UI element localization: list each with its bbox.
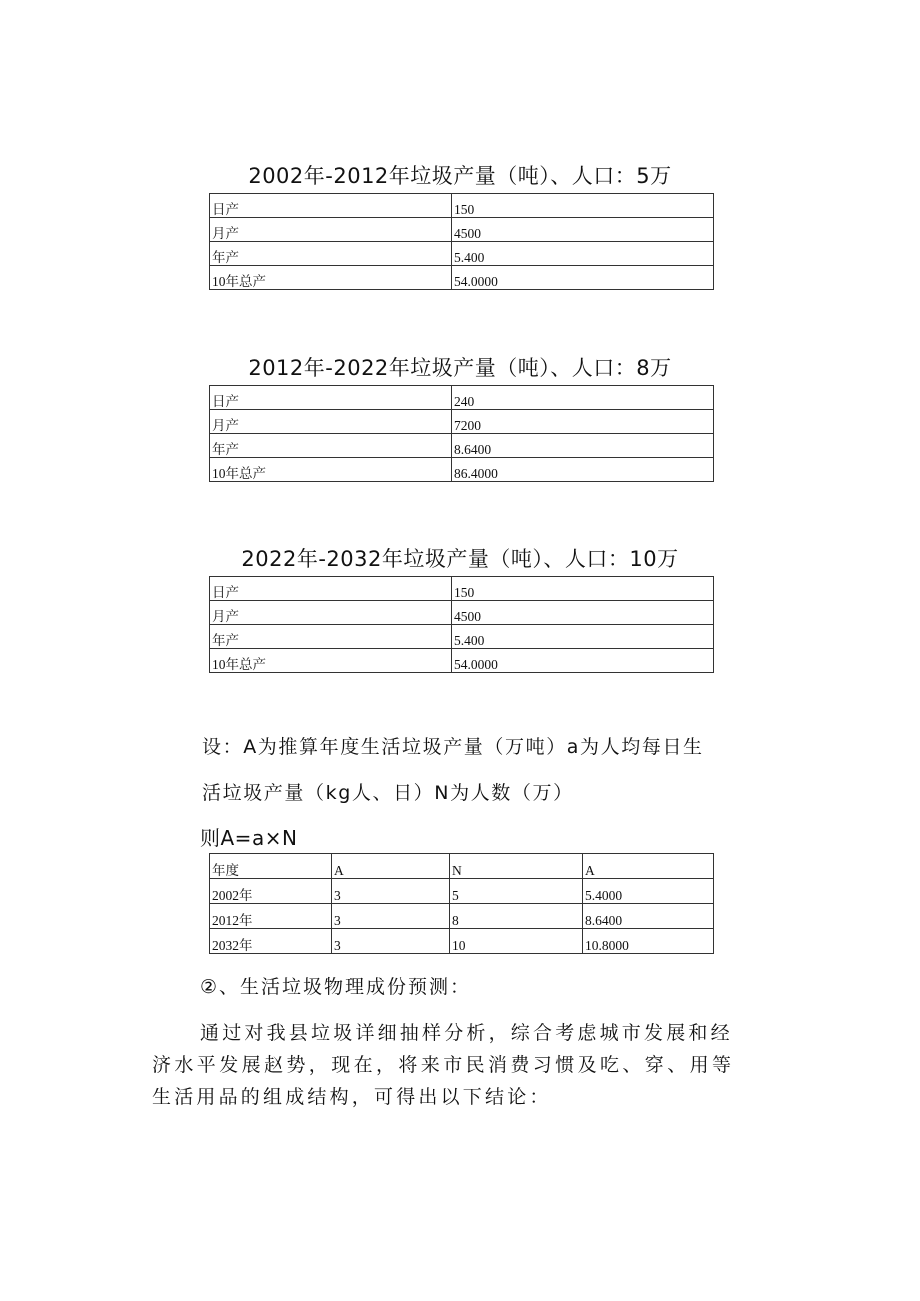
row-label: 月产 (210, 410, 452, 434)
cell-a: 3 (332, 879, 450, 904)
garbage-table-2002-2012 (209, 193, 714, 290)
cell-year: 2012年 (210, 904, 332, 929)
row-value: 5.400 (452, 625, 714, 649)
row-value: 240 (452, 386, 714, 410)
table-row (210, 458, 714, 482)
table-2-title: 2012年-2022年垃圾产量（吨）、人口：8万 (248, 356, 672, 380)
definition-line-1: 设：A为推算年度生活垃圾产量（万吨）a为人均每日生 (202, 736, 704, 758)
section-heading: ②、生活垃圾物理成份预测： (200, 976, 472, 998)
header-year: 年度 (210, 854, 332, 879)
cell-n: 10 (450, 929, 583, 954)
row-label: 月产 (210, 601, 452, 625)
cell-n: 8 (450, 904, 583, 929)
table-row (210, 879, 714, 904)
formula: 则A=a×N (200, 826, 298, 850)
row-value: 4500 (452, 218, 714, 242)
table-row (210, 904, 714, 929)
header-a-lower: A (332, 854, 450, 879)
table-row (210, 625, 714, 649)
body-line-2: 济水平发展赵势，现在，将来市民消费习惯及吃、穿、用等 (152, 1054, 735, 1076)
row-label: 年产 (210, 434, 452, 458)
table-row (210, 929, 714, 954)
table-1-title: 2002年-2012年垃圾产量（吨）、人口：5万 (248, 164, 672, 188)
row-value: 54.0000 (452, 649, 714, 673)
cell-year: 2032年 (210, 929, 332, 954)
cell-result: 5.4000 (583, 879, 714, 904)
table-header-row (210, 854, 714, 879)
definition-line-2: 活垃圾产量（kg人、日）N为人数（万） (202, 782, 574, 804)
row-label: 日产 (210, 577, 452, 601)
cell-result: 10.8000 (583, 929, 714, 954)
row-value: 86.4000 (452, 458, 714, 482)
row-value: 54.0000 (452, 266, 714, 290)
garbage-table-2022-2032 (209, 576, 714, 673)
table-row (210, 649, 714, 673)
cell-a: 3 (332, 929, 450, 954)
row-value: 5.400 (452, 242, 714, 266)
row-value: 4500 (452, 601, 714, 625)
body-line-1: 通过对我县垃圾详细抽样分析，综合考虑城市发展和经 (200, 1022, 733, 1044)
table-row (210, 386, 714, 410)
calculation-table (209, 853, 714, 954)
cell-year: 2002年 (210, 879, 332, 904)
table-row (210, 194, 714, 218)
row-label: 年产 (210, 625, 452, 649)
row-value: 150 (452, 194, 714, 218)
table-row (210, 266, 714, 290)
garbage-table-2012-2022 (209, 385, 714, 482)
row-label: 10年总产 (210, 649, 452, 673)
table-row (210, 410, 714, 434)
table-3-title: 2022年-2032年垃圾产量（吨）、人口：10万 (241, 547, 679, 571)
row-label: 年产 (210, 242, 452, 266)
cell-n: 5 (450, 879, 583, 904)
row-value: 7200 (452, 410, 714, 434)
body-line-3: 生活用品的组成结构，可得出以下结论： (152, 1086, 552, 1108)
header-a-result: A (583, 854, 714, 879)
row-label: 日产 (210, 194, 452, 218)
header-n: N (450, 854, 583, 879)
table-row (210, 577, 714, 601)
cell-result: 8.6400 (583, 904, 714, 929)
row-label: 10年总产 (210, 458, 452, 482)
row-label: 10年总产 (210, 266, 452, 290)
row-value: 150 (452, 577, 714, 601)
cell-a: 3 (332, 904, 450, 929)
row-value: 8.6400 (452, 434, 714, 458)
table-row (210, 434, 714, 458)
row-label: 日产 (210, 386, 452, 410)
table-row (210, 601, 714, 625)
table-row (210, 218, 714, 242)
row-label: 月产 (210, 218, 452, 242)
table-row (210, 242, 714, 266)
